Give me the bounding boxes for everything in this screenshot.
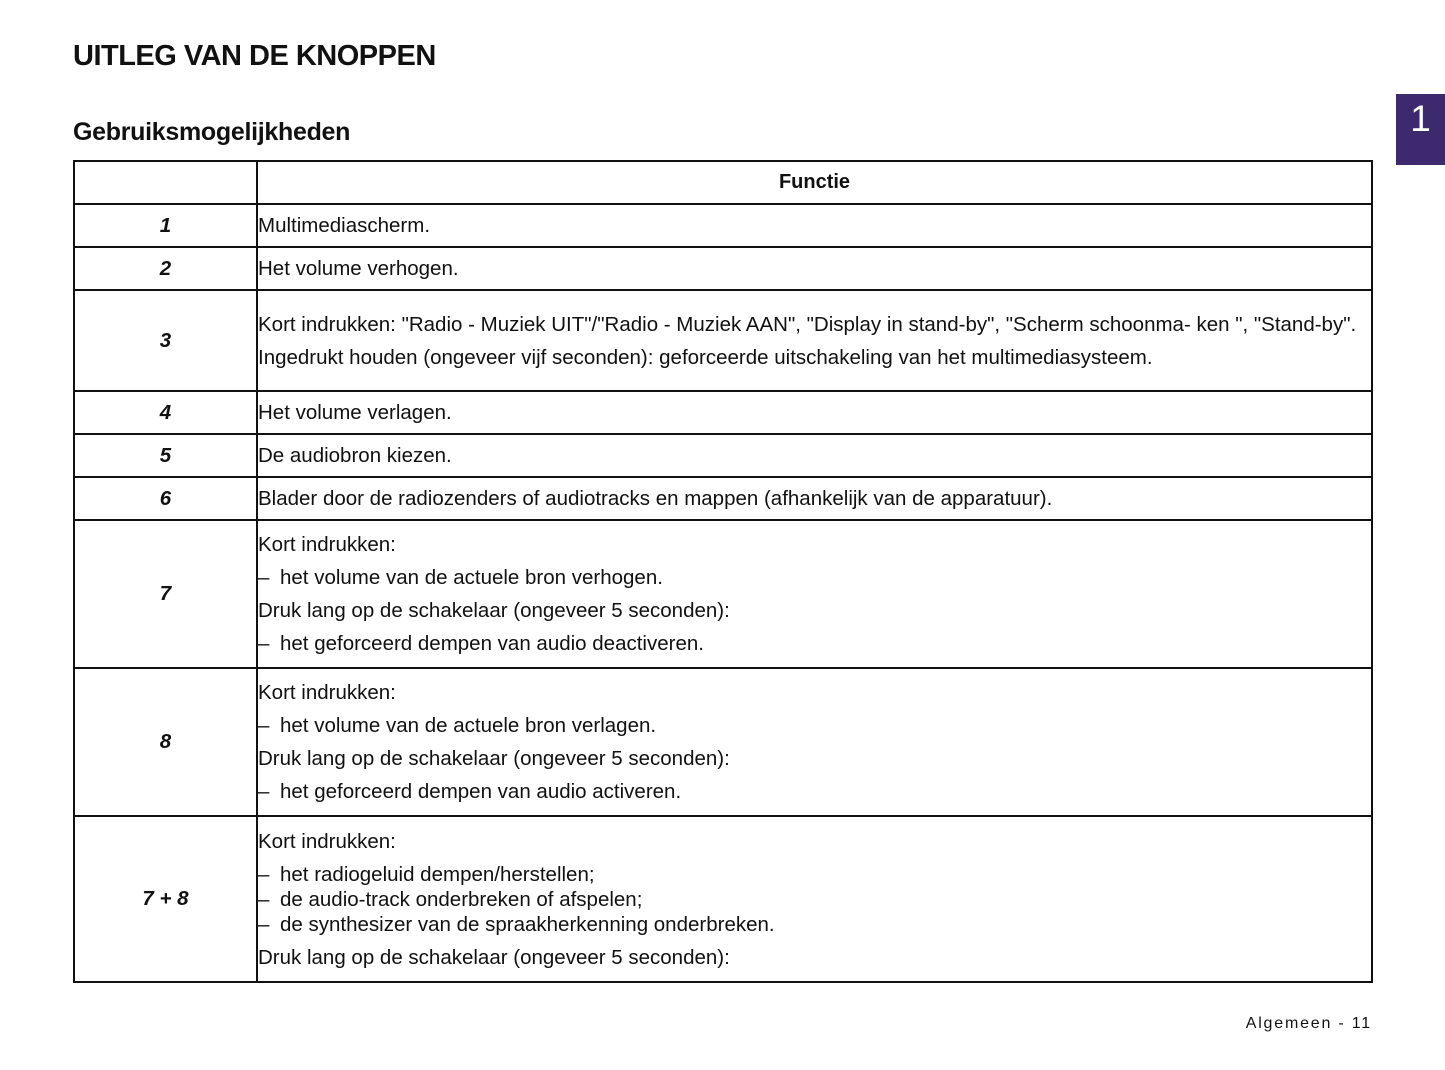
description-line: De audiobron kiezen. bbox=[258, 444, 452, 467]
dash-bullet: – bbox=[258, 780, 270, 803]
button-number: 3 bbox=[74, 290, 257, 391]
chapter-tab: 1 bbox=[1396, 94, 1445, 165]
bullet-line bbox=[258, 887, 1371, 912]
table-row bbox=[74, 391, 1372, 434]
table-row bbox=[74, 816, 1372, 982]
bullet-text: het geforceerd dempen van audio activeren. bbox=[280, 780, 682, 803]
function-description bbox=[257, 477, 1372, 520]
page-title: UITLEG VAN DE KNOPPEN bbox=[73, 40, 436, 72]
description-line: Druk lang op de schakelaar (ongeveer 5 seconden): bbox=[258, 945, 730, 969]
button-number: 6 bbox=[74, 477, 257, 520]
description-line: Kort indrukken: bbox=[258, 681, 396, 704]
function-description bbox=[257, 668, 1372, 816]
bullet-text: het volume van de actuele bron verlagen. bbox=[280, 714, 657, 737]
description-line: Ingedrukt houden (ongeveer vijf seconden): geforceerde uitschakeling van het multimediasysteem. bbox=[258, 345, 1153, 369]
bullet-text: het geforceerd dempen van audio deactiveren. bbox=[280, 632, 704, 655]
function-description bbox=[257, 290, 1372, 391]
dash-bullet: – bbox=[258, 862, 270, 886]
table-row bbox=[74, 477, 1372, 520]
dash-bullet: – bbox=[258, 714, 270, 737]
button-number: 7 + 8 bbox=[74, 816, 257, 982]
description-line: Kort indrukken: "Radio - Muziek UIT"/"Radio - Muziek AAN", "Display in stand-by", "Scherm schoonma- ken ", "Stand-by". bbox=[258, 312, 1357, 336]
bullet-text: de audio-track onderbreken of afspelen; bbox=[280, 887, 643, 911]
description-line: Kort indrukken: bbox=[258, 829, 396, 853]
description-line: Druk lang op de schakelaar (ongeveer 5 seconden): bbox=[258, 599, 730, 622]
dash-bullet: – bbox=[258, 887, 270, 911]
bullet-text: de synthesizer van de spraakherkenning onderbreken. bbox=[280, 912, 775, 936]
button-number: 7 bbox=[74, 520, 257, 668]
bullet-line bbox=[258, 862, 1371, 887]
description-line: Het volume verhogen. bbox=[258, 257, 459, 280]
table-row bbox=[74, 204, 1372, 247]
dash-bullet: – bbox=[258, 912, 270, 936]
button-number: 4 bbox=[74, 391, 257, 434]
bullet-text: het volume van de actuele bron verhogen. bbox=[280, 566, 663, 589]
button-number: 1 bbox=[74, 204, 257, 247]
bullet-text: het radiogeluid dempen/herstellen; bbox=[280, 862, 595, 886]
function-description bbox=[257, 434, 1372, 477]
page-footer: Algemeen - 11 bbox=[1245, 1015, 1372, 1032]
bullet-line bbox=[258, 713, 1371, 738]
description-line: Blader door de radiozenders of audiotracks en mappen (afhankelijk van de apparatuur). bbox=[258, 487, 1053, 510]
table-row bbox=[74, 247, 1372, 290]
table-header-row bbox=[74, 161, 1372, 204]
bullet-line bbox=[258, 565, 1371, 590]
table-row bbox=[74, 520, 1372, 668]
bullet-line bbox=[258, 912, 1371, 937]
button-number: 5 bbox=[74, 434, 257, 477]
function-description bbox=[257, 247, 1372, 290]
button-number: 8 bbox=[74, 668, 257, 816]
description-line: Druk lang op de schakelaar (ongeveer 5 seconden): bbox=[258, 747, 730, 770]
table-row bbox=[74, 434, 1372, 477]
function-description bbox=[257, 816, 1372, 982]
function-description bbox=[257, 391, 1372, 434]
section-title: Gebruiksmogelijkheden bbox=[73, 118, 351, 146]
function-description bbox=[257, 520, 1372, 668]
description-line: Multimediascherm. bbox=[258, 214, 431, 237]
header-cell-functie: Functie bbox=[257, 161, 1372, 204]
description-line: Kort indrukken: bbox=[258, 533, 396, 556]
bullet-line bbox=[258, 779, 1371, 804]
dash-bullet: – bbox=[258, 632, 270, 655]
bullet-line bbox=[258, 631, 1371, 656]
dash-bullet: – bbox=[258, 566, 270, 589]
button-number: 2 bbox=[74, 247, 257, 290]
description-line: Het volume verlagen. bbox=[258, 401, 452, 424]
function-description bbox=[257, 204, 1372, 247]
functions-table bbox=[73, 160, 1373, 983]
table-row bbox=[74, 290, 1372, 391]
header-cell-empty bbox=[74, 161, 257, 204]
table-row bbox=[74, 668, 1372, 816]
